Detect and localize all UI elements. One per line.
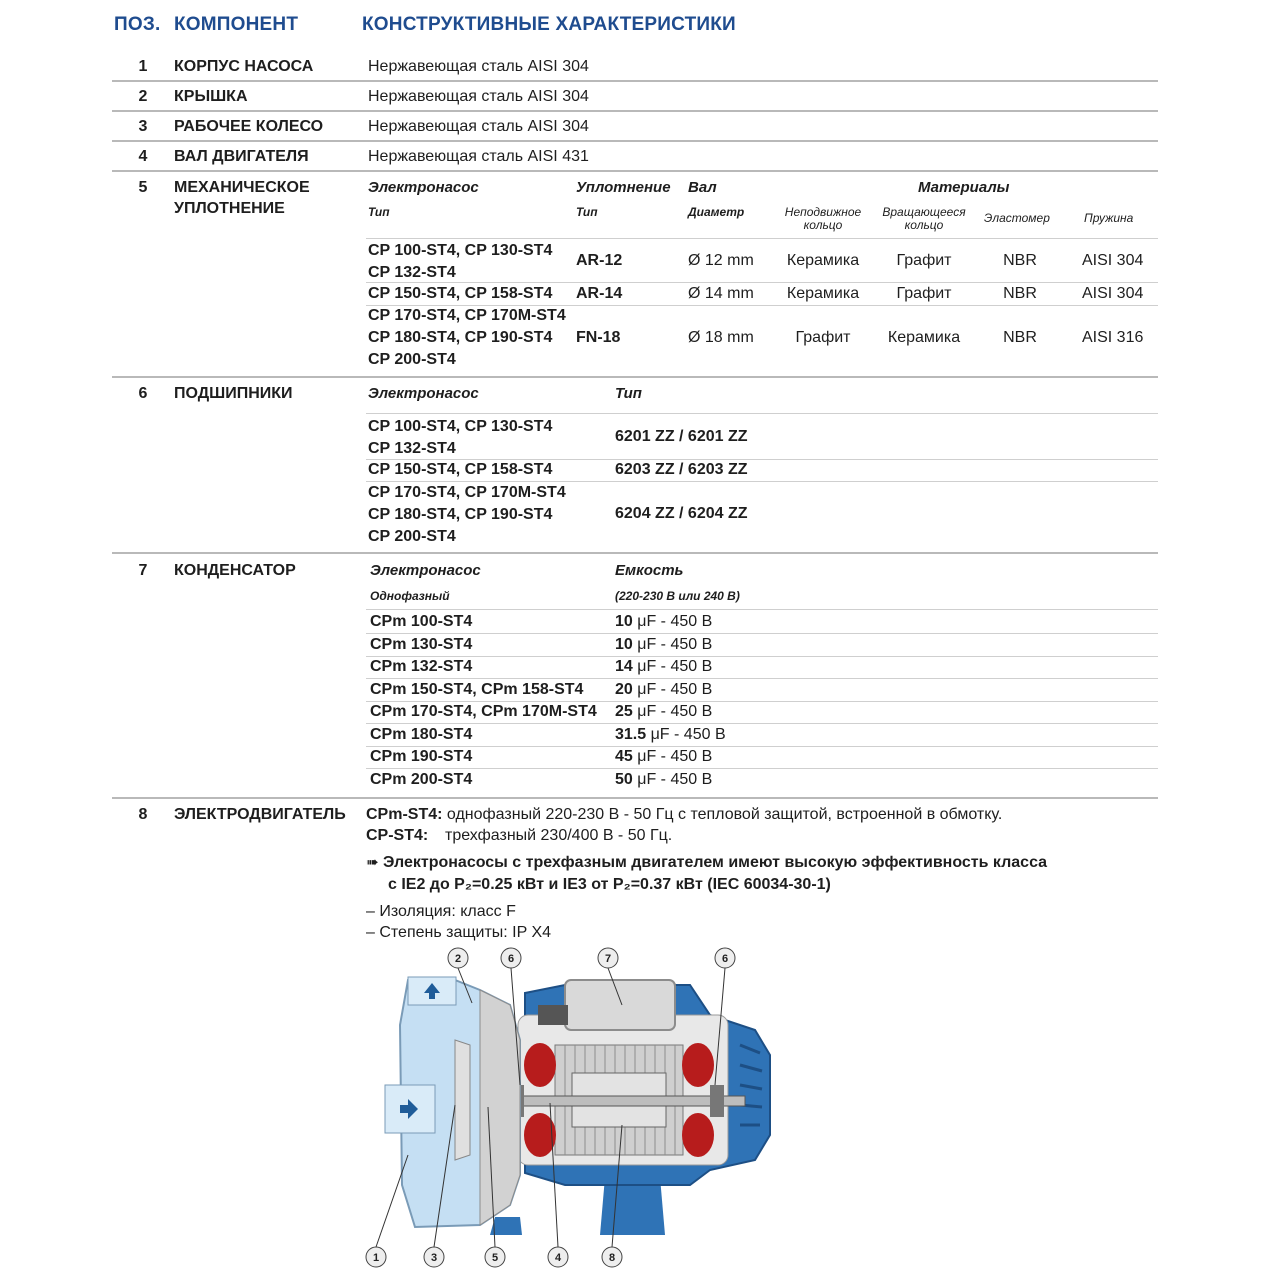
capacity-number: 20 (615, 681, 633, 698)
callout-label: 4 (554, 1252, 562, 1264)
bearing (710, 1085, 724, 1117)
rotating-line2: кольцо (904, 218, 944, 232)
callout-label: 8 (608, 1252, 616, 1264)
arrow-right-icon: ➠ (366, 854, 379, 871)
bearings-header-pump: Электронасос (368, 385, 479, 402)
callout-label: 7 (604, 953, 612, 965)
capacity-number: 31.5 (615, 726, 647, 743)
seal-header-pump: Электронасос (368, 179, 479, 196)
capacitor-row-1-value (615, 612, 712, 632)
divider (366, 633, 1158, 634)
component-name-line1: МЕХАНИЧЕСКОЕ (174, 179, 310, 196)
seal-row-3-stationary: Графит (795, 329, 851, 346)
seal-row-2-elastomer: NBR (1003, 285, 1037, 302)
motor-line-2-label: CP-ST4: (366, 827, 429, 844)
model-line: CP 180-ST4, CP 190-ST4 (368, 329, 553, 346)
capacity-number: 10 (615, 636, 633, 653)
capacity-unit: μF - 450 В (632, 613, 713, 630)
seal-row-3-spring: AISI 316 (1082, 329, 1144, 346)
winding (524, 1043, 556, 1087)
bearings-row-1-models (368, 416, 552, 460)
callout (598, 948, 618, 968)
component-name: ВАЛ ДВИГАТЕЛЯ (174, 148, 309, 165)
callout (501, 948, 521, 968)
callout-label: 6 (721, 953, 729, 965)
row-number: 6 (138, 385, 148, 402)
seal-row-1-rotating: Графит (896, 252, 952, 269)
row-number: 3 (138, 118, 148, 135)
seal-subheader-type2: Тип (576, 205, 598, 219)
seal-row-3-type: FN-18 (576, 329, 621, 346)
capacitor-row-4-value (615, 680, 712, 700)
seal-row-2-stationary: Керамика (786, 285, 860, 302)
divider (112, 797, 1158, 799)
capacity-unit: μF - 450 В (632, 658, 713, 675)
divider (366, 746, 1158, 747)
header-pos: ПОЗ. (114, 14, 161, 35)
motor-line-1 (366, 805, 1002, 825)
component-name: КОРПУС НАСОСА (174, 58, 314, 75)
seal-row-1-elastomer: NBR (1003, 252, 1037, 269)
efficiency-text: Электронасосы с трехфазным двигателем имеют высокую эффективность класса (383, 854, 1048, 871)
divider (366, 723, 1158, 724)
model-line: CP 200-ST4 (368, 528, 456, 545)
model-line: CP 100-ST4, CP 130-ST4 (368, 242, 553, 259)
divider (112, 170, 1158, 172)
pump-cutaway-diagram (360, 945, 790, 1275)
pump-cover (480, 990, 520, 1225)
bearings-row-3-models (368, 482, 566, 548)
callout (448, 948, 468, 968)
capacitor-header-capacity: Емкость (615, 562, 684, 579)
capacitor-row-6-value (615, 725, 726, 745)
terminal-block (538, 1005, 568, 1025)
component-value: Нержавеющая сталь AISI 431 (368, 148, 589, 165)
seal-row-1-type: AR-12 (576, 252, 623, 269)
seal-subheader-elastomer: Эластомер (984, 211, 1050, 225)
seal-row-3-elastomer: NBR (1003, 329, 1037, 346)
motor-protection: – Степень защиты: IP X4 (366, 924, 552, 941)
seal-row-3-diameter: Ø 18 mm (688, 329, 754, 346)
bearings-row-1-type: 6201 ZZ / 6201 ZZ (615, 428, 748, 445)
row-number: 2 (138, 88, 148, 105)
seal-row-2-type: AR-14 (576, 285, 623, 302)
capacity-number: 10 (615, 613, 633, 630)
capacitor-header-pump: Электронасос (370, 562, 481, 579)
model-line: CP 200-ST4 (368, 351, 456, 368)
capacitor-row-8-model: CPm 200-ST4 (370, 771, 473, 788)
callout (424, 1247, 444, 1267)
capacitor-row-3-model: CPm 132-ST4 (370, 658, 473, 675)
callout (548, 1247, 568, 1267)
motor-insulation: – Изоляция: класс F (366, 903, 516, 920)
seal-subheader-spring: Пружина (1084, 211, 1134, 225)
capacity-number: 25 (615, 703, 633, 720)
row-number: 4 (138, 148, 148, 165)
capacitor-row-1-model: CPm 100-ST4 (370, 613, 473, 630)
divider (366, 609, 1158, 610)
capacitor-subheader-phase: Однофазный (370, 589, 450, 603)
capacitor-subheader-voltage: (220-230 В или 240 В) (615, 589, 740, 603)
seal-row-1-spring: AISI 304 (1082, 252, 1144, 269)
model-line: CP 132-ST4 (368, 264, 456, 281)
seal-row-2-diameter: Ø 14 mm (688, 285, 754, 302)
capacitor-row-3-value (615, 657, 712, 677)
divider (112, 376, 1158, 378)
component-value: Нержавеющая сталь AISI 304 (368, 58, 589, 75)
header-component: КОМПОНЕНТ (174, 14, 299, 35)
motor-efficiency-line-2: с IE2 до P₂=0.25 кВт и IE3 от P₂=0.37 кВт (IEC 60034-30-1) (388, 876, 831, 893)
bearings-row-3-type: 6204 ZZ / 6204 ZZ (615, 505, 748, 522)
capacitor-row-7-model: CPm 190-ST4 (370, 748, 473, 765)
row-number: 5 (138, 179, 148, 196)
callout-label: 6 (507, 953, 515, 965)
divider (366, 282, 1158, 283)
seal-subheader-type: Тип (368, 205, 390, 219)
seal-header-shaft: Вал (688, 179, 717, 196)
divider (112, 80, 1158, 82)
winding (682, 1113, 714, 1157)
motor-efficiency-line-1 (366, 853, 1047, 873)
capacity-number: 45 (615, 748, 633, 765)
seal-header-materials: Материалы (918, 179, 1010, 196)
callout-label: 5 (491, 1252, 499, 1264)
callout (366, 1247, 386, 1267)
callout-label: 1 (372, 1252, 380, 1264)
rotating-line1: Вращающееся (882, 205, 966, 219)
component-value: Нержавеющая сталь AISI 304 (368, 88, 589, 105)
stationary-line2: кольцо (803, 218, 843, 232)
component-name: ПОДШИПНИКИ (174, 385, 293, 402)
seal-row-3-rotating: Керамика (887, 329, 961, 346)
capacitor-row-2-model: CPm 130-ST4 (370, 636, 473, 653)
header-characteristics: КОНСТРУКТИВНЫЕ ХАРАКТЕРИСТИКИ (362, 14, 736, 35)
component-value: Нержавеющая сталь AISI 304 (368, 118, 589, 135)
motor-type-label: CPm-ST4: (366, 806, 443, 823)
capacitor-row-5-model: CPm 170-ST4, CPm 170M-ST4 (370, 703, 597, 720)
model-line: CP 180-ST4, CP 190-ST4 (368, 506, 553, 523)
capacitor-row-6-model: CPm 180-ST4 (370, 726, 473, 743)
divider (366, 238, 1158, 239)
capacitor-row-2-value (615, 635, 712, 655)
capacity-number: 50 (615, 771, 633, 788)
capacity-unit: μF - 450 В (632, 703, 713, 720)
model-line: CP 132-ST4 (368, 440, 456, 457)
seal-row-1-stationary: Керамика (786, 252, 860, 269)
component-name: КРЫШКА (174, 88, 248, 105)
capacity-number: 14 (615, 658, 633, 675)
seal-row-1-models (368, 240, 552, 284)
divider (112, 140, 1158, 142)
capacitor-row-7-value (615, 747, 712, 767)
capacitor-row-5-value (615, 702, 712, 722)
model-line: CP 170-ST4, CP 170M-ST4 (368, 307, 566, 324)
seal-subheader-stationary (778, 206, 868, 232)
row-number: 8 (138, 806, 148, 823)
seal-row-2-models: CP 150-ST4, CP 158-ST4 (368, 285, 553, 302)
impeller (455, 1040, 470, 1160)
divider (112, 552, 1158, 554)
stationary-line1: Неподвижное (784, 205, 862, 219)
seal-subheader-rotating (876, 206, 972, 232)
seal-header-seal: Уплотнение (576, 179, 671, 196)
callout (602, 1247, 622, 1267)
capacitor-row-4-model: CPm 150-ST4, CPm 158-ST4 (370, 681, 584, 698)
motor-line-2-text: трехфазный 230/400 В - 50 Гц. (445, 827, 673, 844)
model-line: CP 100-ST4, CP 130-ST4 (368, 418, 553, 435)
component-name-line2: УПЛОТНЕНИЕ (174, 200, 285, 217)
divider (366, 678, 1158, 679)
component-name: КОНДЕНСАТОР (174, 562, 296, 579)
callout (485, 1247, 505, 1267)
seal-row-1-diameter: Ø 12 mm (688, 252, 754, 269)
component-name: РАБОЧЕЕ КОЛЕСО (174, 118, 324, 135)
bearings-row-2-models: CP 150-ST4, CP 158-ST4 (368, 461, 553, 478)
callout-label: 2 (454, 953, 462, 965)
divider (112, 110, 1158, 112)
winding (682, 1043, 714, 1087)
capacity-unit: μF - 450 В (646, 726, 726, 743)
motor-foot (490, 1217, 522, 1235)
divider (366, 413, 1158, 414)
seal-row-2-spring: AISI 304 (1082, 285, 1144, 302)
row-number: 7 (138, 562, 148, 579)
row-number: 1 (138, 58, 148, 75)
capacity-unit: μF - 450 В (632, 636, 713, 653)
model-line: CP 170-ST4, CP 170M-ST4 (368, 484, 566, 501)
capacity-unit: μF - 450 В (632, 771, 713, 788)
divider (366, 768, 1158, 769)
component-name: ЭЛЕКТРОДВИГАТЕЛЬ (174, 806, 346, 823)
callout (715, 948, 735, 968)
bearings-header-type: Тип (615, 385, 642, 402)
bearings-row-2-type: 6203 ZZ / 6203 ZZ (615, 461, 748, 478)
motor-type-text: однофазный 220-230 В - 50 Гц с тепловой защитой, встроенной в обмотку. (442, 806, 1003, 823)
seal-row-3-models (368, 305, 566, 371)
capacitor-row-8-value (615, 770, 712, 790)
seal-row-2-rotating: Графит (896, 285, 952, 302)
callout-label: 3 (430, 1252, 438, 1264)
divider (366, 656, 1158, 657)
capacity-unit: μF - 450 В (632, 681, 713, 698)
capacitor-box (565, 980, 675, 1030)
capacity-unit: μF - 450 В (632, 748, 713, 765)
seal-subheader-diameter: Диаметр (688, 205, 745, 219)
